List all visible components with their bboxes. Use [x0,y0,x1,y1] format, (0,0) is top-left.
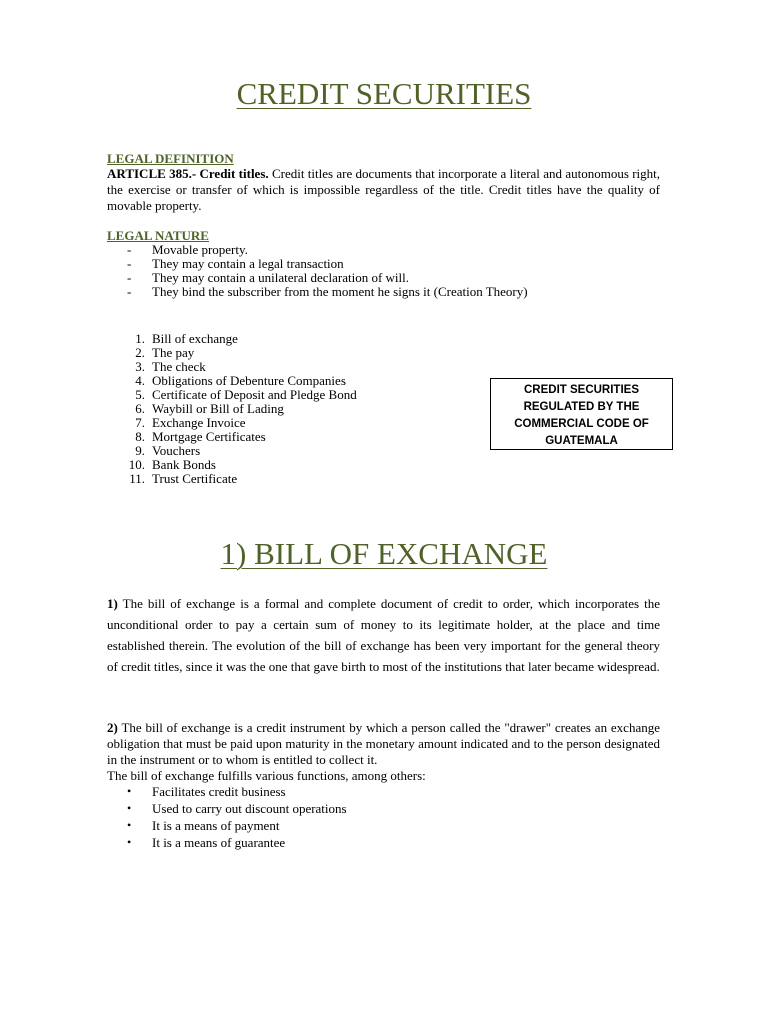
list-item-text: It is a means of guarantee [152,835,286,850]
list-item-text: Vouchers [152,443,201,458]
list-item [107,444,357,458]
list-number: 11. [129,471,145,486]
list-item-text: Mortgage Certificates [152,429,266,444]
box-line: GUATEMALA [545,435,618,447]
list-item-text: Certificate of Deposit and Pledge Bond [152,387,357,402]
list-item-text: Bank Bonds [152,457,216,472]
list-number: 5. [135,387,145,402]
list-item [107,834,347,851]
bullet-icon: • [127,801,132,815]
article-385-text: Credit titles are documents that incorporate a literal and autonomous right, the exercise or transfer of which is impossible regardless of the title. Credit titles have the quality of movable property. [107,166,660,213]
list-item [107,257,528,271]
legal-definition-heading: LEGAL DEFINITION [107,151,234,166]
bill-definition-paragraph-2 [107,720,660,768]
list-number: 2. [135,345,145,360]
legal-nature-heading: LEGAL NATURE [107,228,209,243]
list-item [107,360,357,374]
list-item [107,243,528,257]
article-385-label: ARTICLE 385.- Credit titles. [107,166,269,181]
list-item-text: Movable property. [152,242,248,257]
bullet-icon: • [127,818,132,832]
list-item [107,458,357,472]
list-item [107,472,357,486]
list-item [107,402,357,416]
functions-list [107,783,347,851]
paragraph-number: 1) [107,596,118,611]
list-number: 8. [135,429,145,444]
securities-list [107,332,357,486]
list-item [107,346,357,360]
list-number: 7. [135,415,145,430]
list-item-text: Waybill or Bill of Lading [152,401,284,416]
list-item-text: The check [152,359,206,374]
list-item [107,416,357,430]
dash-marker: - [127,270,132,285]
list-item [107,800,347,817]
paragraph-text: The bill of exchange is a formal and complete document of credit to order, which incorporates the unconditional order to pay a certain sum of money to its legitimate holder, at the place and time established therein. The evolution of the bill of exchange has been very important for the general theory of credit titles, since it was the one that gave birth to most of the institutions that later became widespread. [107,596,660,674]
list-item-text: They may contain a unilateral declaration of will. [152,270,410,285]
box-line: CREDIT SECURITIES [523,384,639,396]
list-item-text: Used to carry out discount operations [152,801,347,816]
list-item-text: It is a means of payment [152,818,280,833]
list-number: 10. [128,457,145,472]
list-item-text: Facilitates credit business [152,784,286,799]
paragraph-text: The bill of exchange is a credit instrument by which a person called the "drawer" creates an exchange obligation that must be paid upon maturity in the monetary amount indicated and to the person designated in the instrument or to whom is entitled to collect it. [107,720,660,767]
list-number: 1. [135,331,145,346]
list-item-text: Trust Certificate [152,471,238,486]
list-item-text: They bind the subscriber from the moment he signs it (Creation Theory) [152,284,528,299]
list-item [107,430,357,444]
regulated-securities-box [490,378,673,450]
dash-marker: - [127,242,132,257]
article-385-paragraph [107,166,660,214]
list-item [107,783,347,800]
box-line: COMMERCIAL CODE OF [514,418,649,430]
list-item-text: Obligations of Debenture Companies [152,373,346,388]
list-item [107,332,357,346]
paragraph-number: 2) [107,720,118,735]
list-item-text: Bill of exchange [152,331,238,346]
list-number: 4. [135,373,145,388]
page-title: CREDIT SECURITIES [236,76,532,111]
bullet-icon: • [127,784,132,798]
list-item-text: They may contain a legal transaction [152,256,344,271]
list-item [107,271,528,285]
list-item [107,285,528,299]
list-item [107,374,357,388]
section-title: 1) BILL OF EXCHANGE [220,536,548,571]
functions-intro: The bill of exchange fulfills various functions, among others: [107,768,426,783]
list-number: 6. [135,401,145,416]
list-item [107,817,347,834]
dash-marker: - [127,256,132,271]
list-item [107,388,357,402]
dash-marker: - [127,284,132,299]
list-number: 9. [135,443,145,458]
list-item-text: Exchange Invoice [152,415,246,430]
bill-definition-paragraph-1 [107,593,660,677]
list-number: 3. [135,359,145,374]
box-line: REGULATED BY THE [523,401,640,413]
bullet-icon: • [127,835,132,849]
legal-nature-list [107,243,528,299]
list-item-text: The pay [152,345,195,360]
